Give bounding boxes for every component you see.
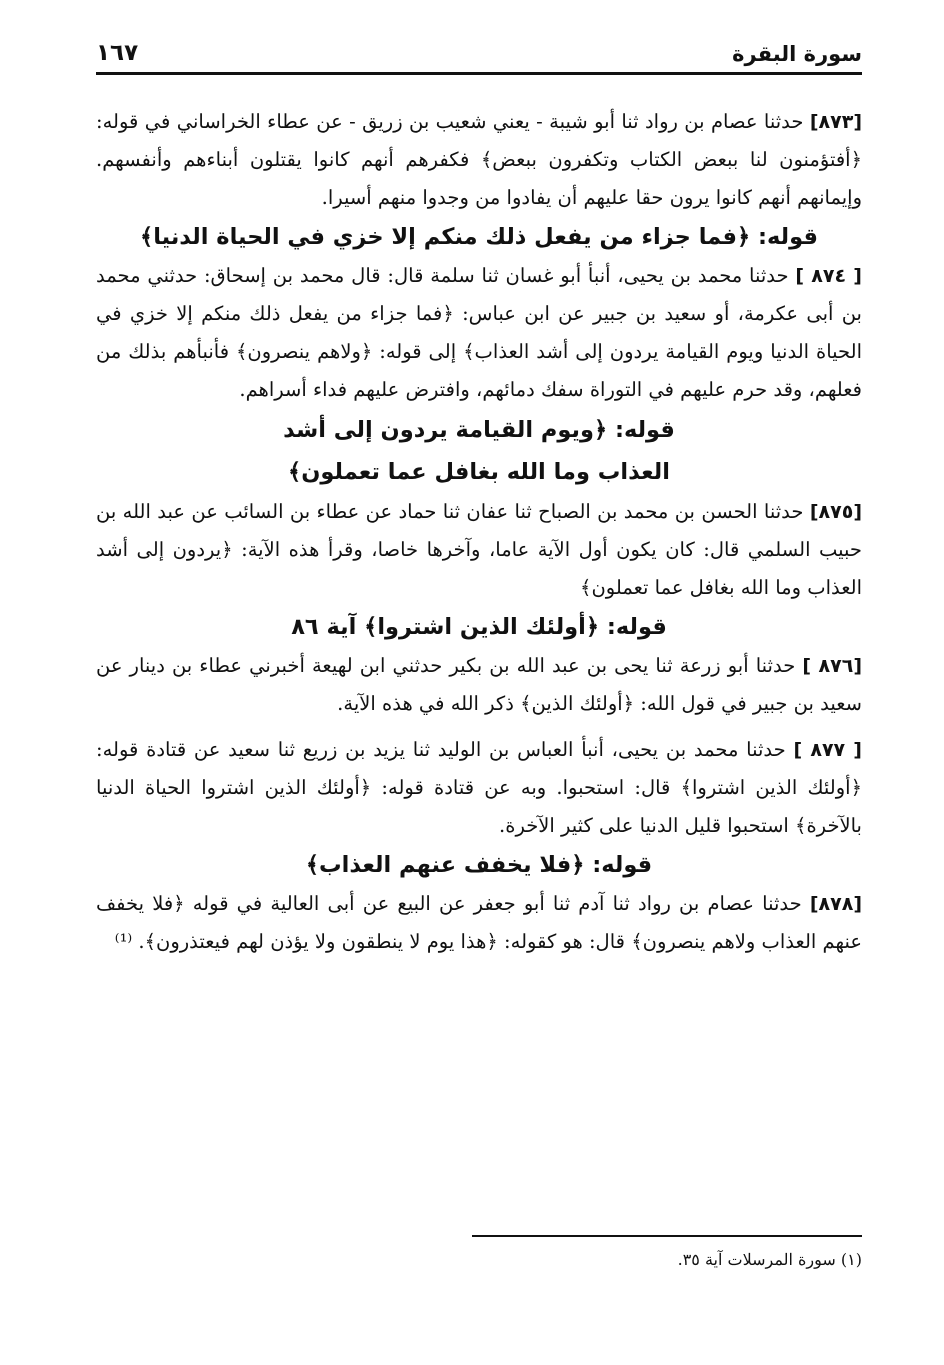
hadith-number: [٨٧٨] xyxy=(809,893,862,915)
header-rule xyxy=(96,72,862,75)
section-heading-3: قوله: ﴿أولئك الذين اشتروا﴾ آية ٨٦ xyxy=(291,614,667,640)
hadith-number: [٨٧٣] xyxy=(809,111,862,133)
paragraph-874 xyxy=(96,257,862,409)
hadith-number: [ ٨٧٧ ] xyxy=(793,739,862,761)
heading-line-1: قوله: ﴿ويوم القيامة يردون إلى أشد xyxy=(283,417,675,443)
page-number: ١٦٧ xyxy=(96,40,139,66)
hadith-number: [٨٧٦ ] xyxy=(802,655,862,677)
hadith-number: [ ٨٧٤ ] xyxy=(795,265,862,287)
paragraph-877 xyxy=(96,731,862,845)
paragraph-873 xyxy=(96,103,862,217)
paragraph-text: حدثنا محمد بن يحيى، أنبأ أبو غسان ثنا سلمة قال: قال محمد بن إسحاق: حدثني محمد بن أبى عكرمة، أو سعيد بن جبير عن ابن عباس: ﴿فما جزاء من يفعل ذلك منكم إلا خزي في الحياة الدنيا ويوم القيامة يردون إلى أشد العذاب﴾ إلى قوله: ﴿ولاهم ينصرون﴾ فأنبأهم بذلك من فعلهم، وقد حرم عليهم في التوراة سفك دمائهم، وافترض عليهم فداء أسراهم. xyxy=(96,264,862,401)
section-heading-4: قوله: ﴿فلا يخفف عنهم العذاب﴾ xyxy=(305,852,653,878)
footnote: (١) سورة المرسلات آية ٣٥. xyxy=(677,1250,862,1269)
paragraph-text: حدثنا عصام بن رواد ثنا آدم ثنا أبو جعفر عن البيع عن أبى العالية في قوله ﴿فلا يخفف عنهم العذاب ولاهم ينصرون﴾ قال: هو كقوله: ﴿هذا يوم لا ينطقون ولا يؤذن لهم فيعتذرون﴾. ⁽¹⁾ xyxy=(96,892,862,953)
section-heading-1: قوله: ﴿فما جزاء من يفعل ذلك منكم إلا خزي في الحياة الدنيا﴾ xyxy=(140,224,818,250)
paragraph-875 xyxy=(96,493,862,607)
paragraph-text: حدثنا محمد بن يحيى، أنبأ العباس بن الوليد ثنا يزيد بن زريع ثنا سعيد عن قتادة قوله: ﴿أولئك الذين اشتروا﴾ قال: استحبوا. وبه عن قتادة قوله: ﴿أولئك الذين اشتروا الحياة الدنيا بالآخرة﴾ استحبوا قليل الدنيا على كثير الآخرة. xyxy=(96,738,862,837)
section-heading-2 xyxy=(96,409,862,493)
heading-line-2: العذاب وما الله بغافل عما تعملون﴾ xyxy=(288,459,670,485)
paragraph-878 xyxy=(96,885,862,961)
page-body xyxy=(96,103,862,961)
running-header xyxy=(96,30,862,70)
paragraph-text: حدثنا أبو زرعة ثنا يحى بن عبد الله بن بكير حدثني ابن لهيعة أخبرني عطاء بن دينار عن سعيد بن جبير في قول الله: ﴿أولئك الذين﴾ ذكر الله في هذه الآية. xyxy=(96,654,862,715)
paragraph-876 xyxy=(96,647,862,723)
hadith-number: [٨٧٥] xyxy=(809,501,862,523)
surah-title: سورة البقرة xyxy=(732,42,862,66)
footnote-rule xyxy=(472,1235,862,1237)
paragraph-text: حدثنا الحسن بن محمد بن الصباح ثنا عفان ثنا حماد عن عطاء بن السائب عن عبد الله بن حبيب السلمي قال: كان يكون أول الآية عاما، وآخرها خاصا، وقرأ هذه الآية: ﴿يردون إلى أشد العذاب وما الله بغافل عما تعملون﴾ xyxy=(96,500,862,599)
paragraph-text: حدثنا عصام بن رواد ثنا أبو شيبة - يعني شعيب بن زريق - عن عطاء الخراساني في قوله: ﴿أفتؤمنون لنا ببعض الكتاب وتكفرون ببعض﴾ فكفرهم أنهم كانوا يقتلون أبناءهم وأنفسهم. وإيمانهم أنهم كانوا يرون حقا عليهم أن يفادوا من وجدوا منهم أسيرا. xyxy=(96,110,862,209)
book-page xyxy=(96,30,862,1330)
